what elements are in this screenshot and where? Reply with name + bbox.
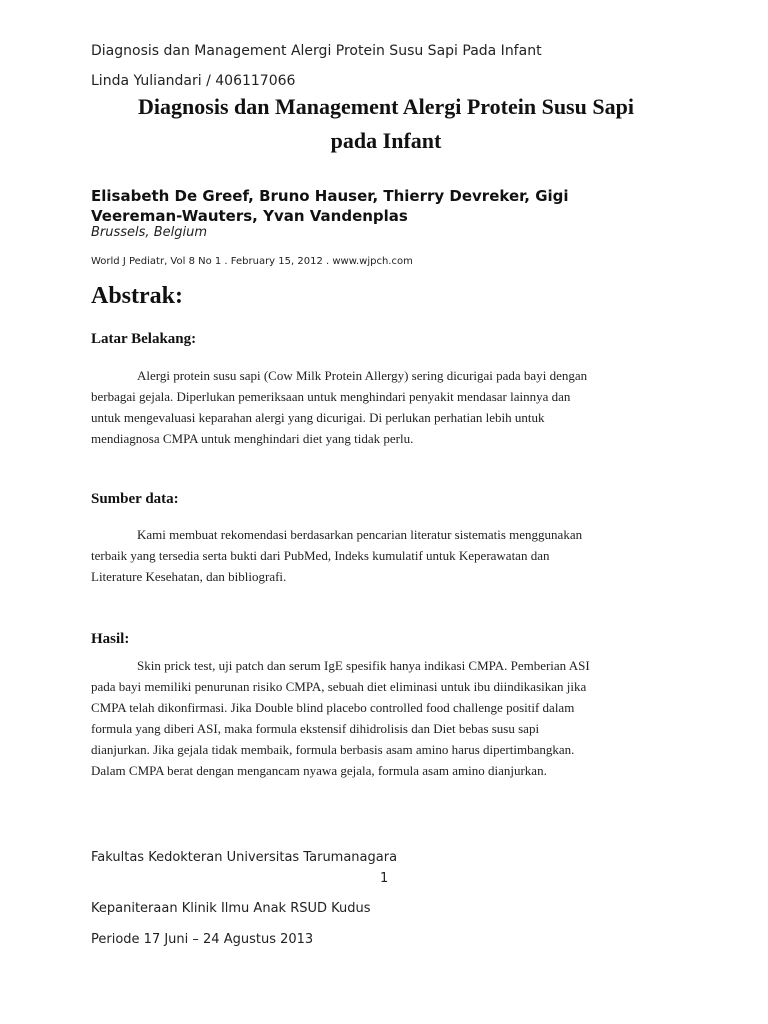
running-header-title: Diagnosis dan Management Alergi Protein Susu Sapi Pada Infant	[91, 43, 542, 59]
section-heading-results: Hasil:	[91, 631, 130, 647]
paragraph-line: formula yang diberi ASI, maka formula ekstensif dihidrolisis dan Diet bebas susu sapi	[91, 721, 540, 736]
section-paragraph-data-sources	[91, 524, 671, 587]
footer-faculty: Fakultas Kedokteran Universitas Tarumanagara	[91, 850, 398, 865]
author-location: Brussels, Belgium	[91, 225, 207, 240]
author-list	[91, 186, 681, 226]
paragraph-line: terbaik yang tersedia serta bukti dari PubMed, Indeks kumulatif untuk Keperawatan dan	[91, 548, 550, 563]
author-line-1: Elisabeth De Greef, Bruno Hauser, Thierry Devreker, Gigi	[91, 187, 569, 205]
paragraph-line: CMPA telah dikonfirmasi. Jika Double blind placebo controlled food challenge positif dalam	[91, 700, 575, 715]
running-header-author: Linda Yuliandari / 406117066	[91, 73, 296, 89]
paragraph-line: Dalam CMPA berat dengan mengancam nyawa gejala, formula asam amino dianjurkan.	[91, 763, 547, 778]
paragraph-line: untuk mengevaluasi keparahan alergi yang dicurigai. Di perlukan perhatian lebih untuk	[91, 410, 545, 425]
paragraph-line: Literature Kesehatan, dan bibliografi.	[91, 569, 287, 584]
section-heading-data-sources: Sumber data:	[91, 491, 179, 507]
paragraph-line: Kami membuat rekomendasi berdasarkan pencarian literatur sistematis menggunakan	[137, 527, 583, 542]
abstract-heading: Abstrak:	[91, 283, 184, 309]
paragraph-line: Alergi protein susu sapi (Cow Milk Protein Allergy) sering dicurigai pada bayi dengan	[137, 368, 588, 383]
section-paragraph-background	[91, 365, 671, 449]
author-line-2: Veereman-Wauters, Yvan Vandenplas	[91, 207, 408, 225]
title-line-1: Diagnosis dan Management Alergi Protein Susu Sapi	[138, 94, 634, 119]
paragraph-line: dianjurkan. Jika gejala tidak membaik, formula berbasis asam amino harus dipertimbangkan.	[91, 742, 575, 757]
footer-department: Kepaniteraan Klinik Ilmu Anak RSUD Kudus	[91, 901, 371, 916]
page-number: 1	[380, 871, 389, 886]
paragraph-line: mendiagnosa CMPA untuk menghindari diet yang tidak perlu.	[91, 431, 414, 446]
title-line-2: pada Infant	[330, 128, 442, 153]
footer-period: Periode 17 Juni – 24 Agustus 2013	[91, 932, 314, 947]
paragraph-line: berbagai gejala. Diperlukan pemeriksaan untuk menghindari penyakit mendasar lainnya dan	[91, 389, 571, 404]
section-heading-background: Latar Belakang:	[91, 331, 197, 347]
paragraph-line: pada bayi memiliki penurunan risiko CMPA, sebuah diet eliminasi untuk ibu diindikasikan jika	[91, 679, 587, 694]
paragraph-line: Skin prick test, uji patch dan serum IgE spesifik hanya indikasi CMPA. Pemberian ASI	[137, 658, 590, 673]
section-paragraph-results	[91, 655, 671, 781]
citation: World J Pediatr, Vol 8 No 1 . February 15, 2012 . www.wjpch.com	[91, 256, 413, 267]
document-title	[80, 90, 692, 158]
